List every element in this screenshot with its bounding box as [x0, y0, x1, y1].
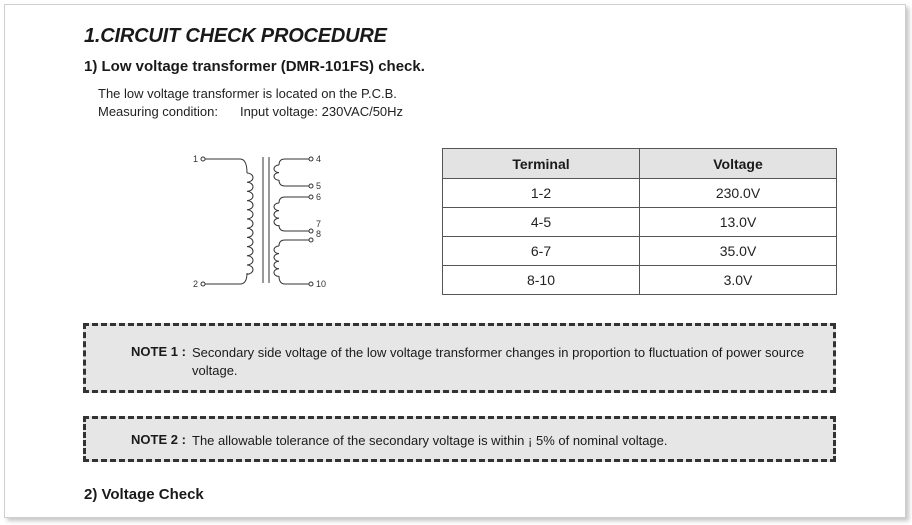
subsection-title-voltage-check: 2) Voltage Check [84, 486, 204, 503]
pin-1-label: 1 [193, 154, 199, 164]
pin-8-label: 8 [316, 229, 322, 239]
transformer-schematic [185, 145, 345, 295]
terminal-cell: 8-10 [443, 266, 640, 295]
note-2-label: NOTE 2 : [131, 432, 186, 447]
table-row [443, 237, 837, 266]
pin-10-label: 10 [316, 279, 327, 289]
pin-7-label: 7 [316, 219, 322, 229]
table-row [443, 179, 837, 208]
measuring-value: Input voltage: 230VAC/50Hz [239, 104, 404, 119]
location-text: The low voltage transformer is located on the P.C.B. [98, 86, 397, 101]
table-header-row [443, 149, 837, 179]
terminal-cell: 6-7 [443, 237, 640, 266]
voltage-cell: 13.0V [640, 208, 837, 237]
terminal-cell: 1-2 [443, 179, 640, 208]
table-row [443, 266, 837, 295]
header-terminal: Terminal [443, 149, 640, 179]
note-1-text: Secondary side voltage of the low voltage transformer changes in proportion to fluctuation of power source voltage. [192, 345, 805, 378]
pin-5-label: 5 [316, 181, 322, 191]
note-2-text: The allowable tolerance of the secondary voltage is within ¡ 5% of nominal voltage. [192, 433, 668, 448]
pin-2-label: 2 [193, 279, 199, 289]
table-row [443, 208, 837, 237]
pin-6-label: 6 [316, 192, 322, 202]
voltage-cell: 230.0V [640, 179, 837, 208]
voltage-cell: 3.0V [640, 266, 837, 295]
note-2-box [83, 416, 836, 462]
subsection-title-transformer: 1) Low voltage transformer (DMR-101FS) check. [84, 58, 425, 75]
terminal-cell: 4-5 [443, 208, 640, 237]
measuring-label: Measuring condition: [98, 104, 218, 119]
header-voltage: Voltage [640, 149, 837, 179]
voltage-cell: 35.0V [640, 237, 837, 266]
measuring-condition [98, 104, 403, 119]
transformer-diagram [185, 145, 345, 300]
voltage-table [442, 148, 837, 295]
note-1-label: NOTE 1 : [131, 344, 186, 359]
note-1-box [83, 323, 836, 393]
pin-4-label: 4 [316, 154, 322, 164]
section-title: 1.CIRCUIT CHECK PROCEDURE [84, 25, 387, 47]
